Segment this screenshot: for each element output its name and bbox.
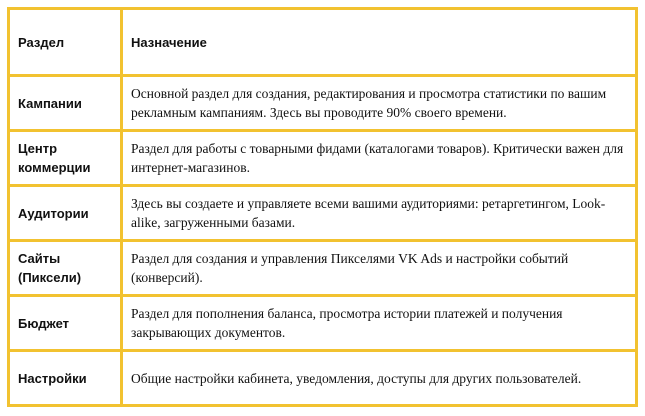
section-purpose-cell: Раздел для работы с товарными фидами (каталогами товаров). Критически важен для интернет-магазинов. (122, 131, 637, 186)
sections-table (7, 7, 638, 407)
table-header-row (9, 9, 637, 76)
table-row (9, 351, 637, 406)
section-purpose-cell: Здесь вы создаете и управляете всеми вашими аудиториями: ретаргетингом, Look-alike, загруженными базами. (122, 186, 637, 241)
section-purpose-cell: Раздел для создания и управления Пикселями VK Ads и настройки событий (конверсий). (122, 241, 637, 296)
section-name-cell: Кампании (9, 76, 122, 131)
header-section-cell: Раздел (9, 9, 122, 76)
section-purpose-cell: Раздел для пополнения баланса, просмотра истории платежей и получения закрывающих документов. (122, 296, 637, 351)
section-name-cell: Настройки (9, 351, 122, 406)
section-name-cell: Сайты (Пиксели) (9, 241, 122, 296)
section-purpose-cell: Основной раздел для создания, редактирования и просмотра статистики по вашим рекламным кампаниям. Здесь вы проводите 90% своего времени. (122, 76, 637, 131)
table-row (9, 131, 637, 186)
section-name-cell: Аудитории (9, 186, 122, 241)
table-row (9, 241, 637, 296)
section-name-cell: Центр коммерции (9, 131, 122, 186)
table-row (9, 296, 637, 351)
table-row (9, 76, 637, 131)
section-name-cell: Бюджет (9, 296, 122, 351)
header-purpose-cell: Назначение (122, 9, 637, 76)
table-row (9, 186, 637, 241)
section-purpose-cell: Общие настройки кабинета, уведомления, доступы для других пользователей. (122, 351, 637, 406)
